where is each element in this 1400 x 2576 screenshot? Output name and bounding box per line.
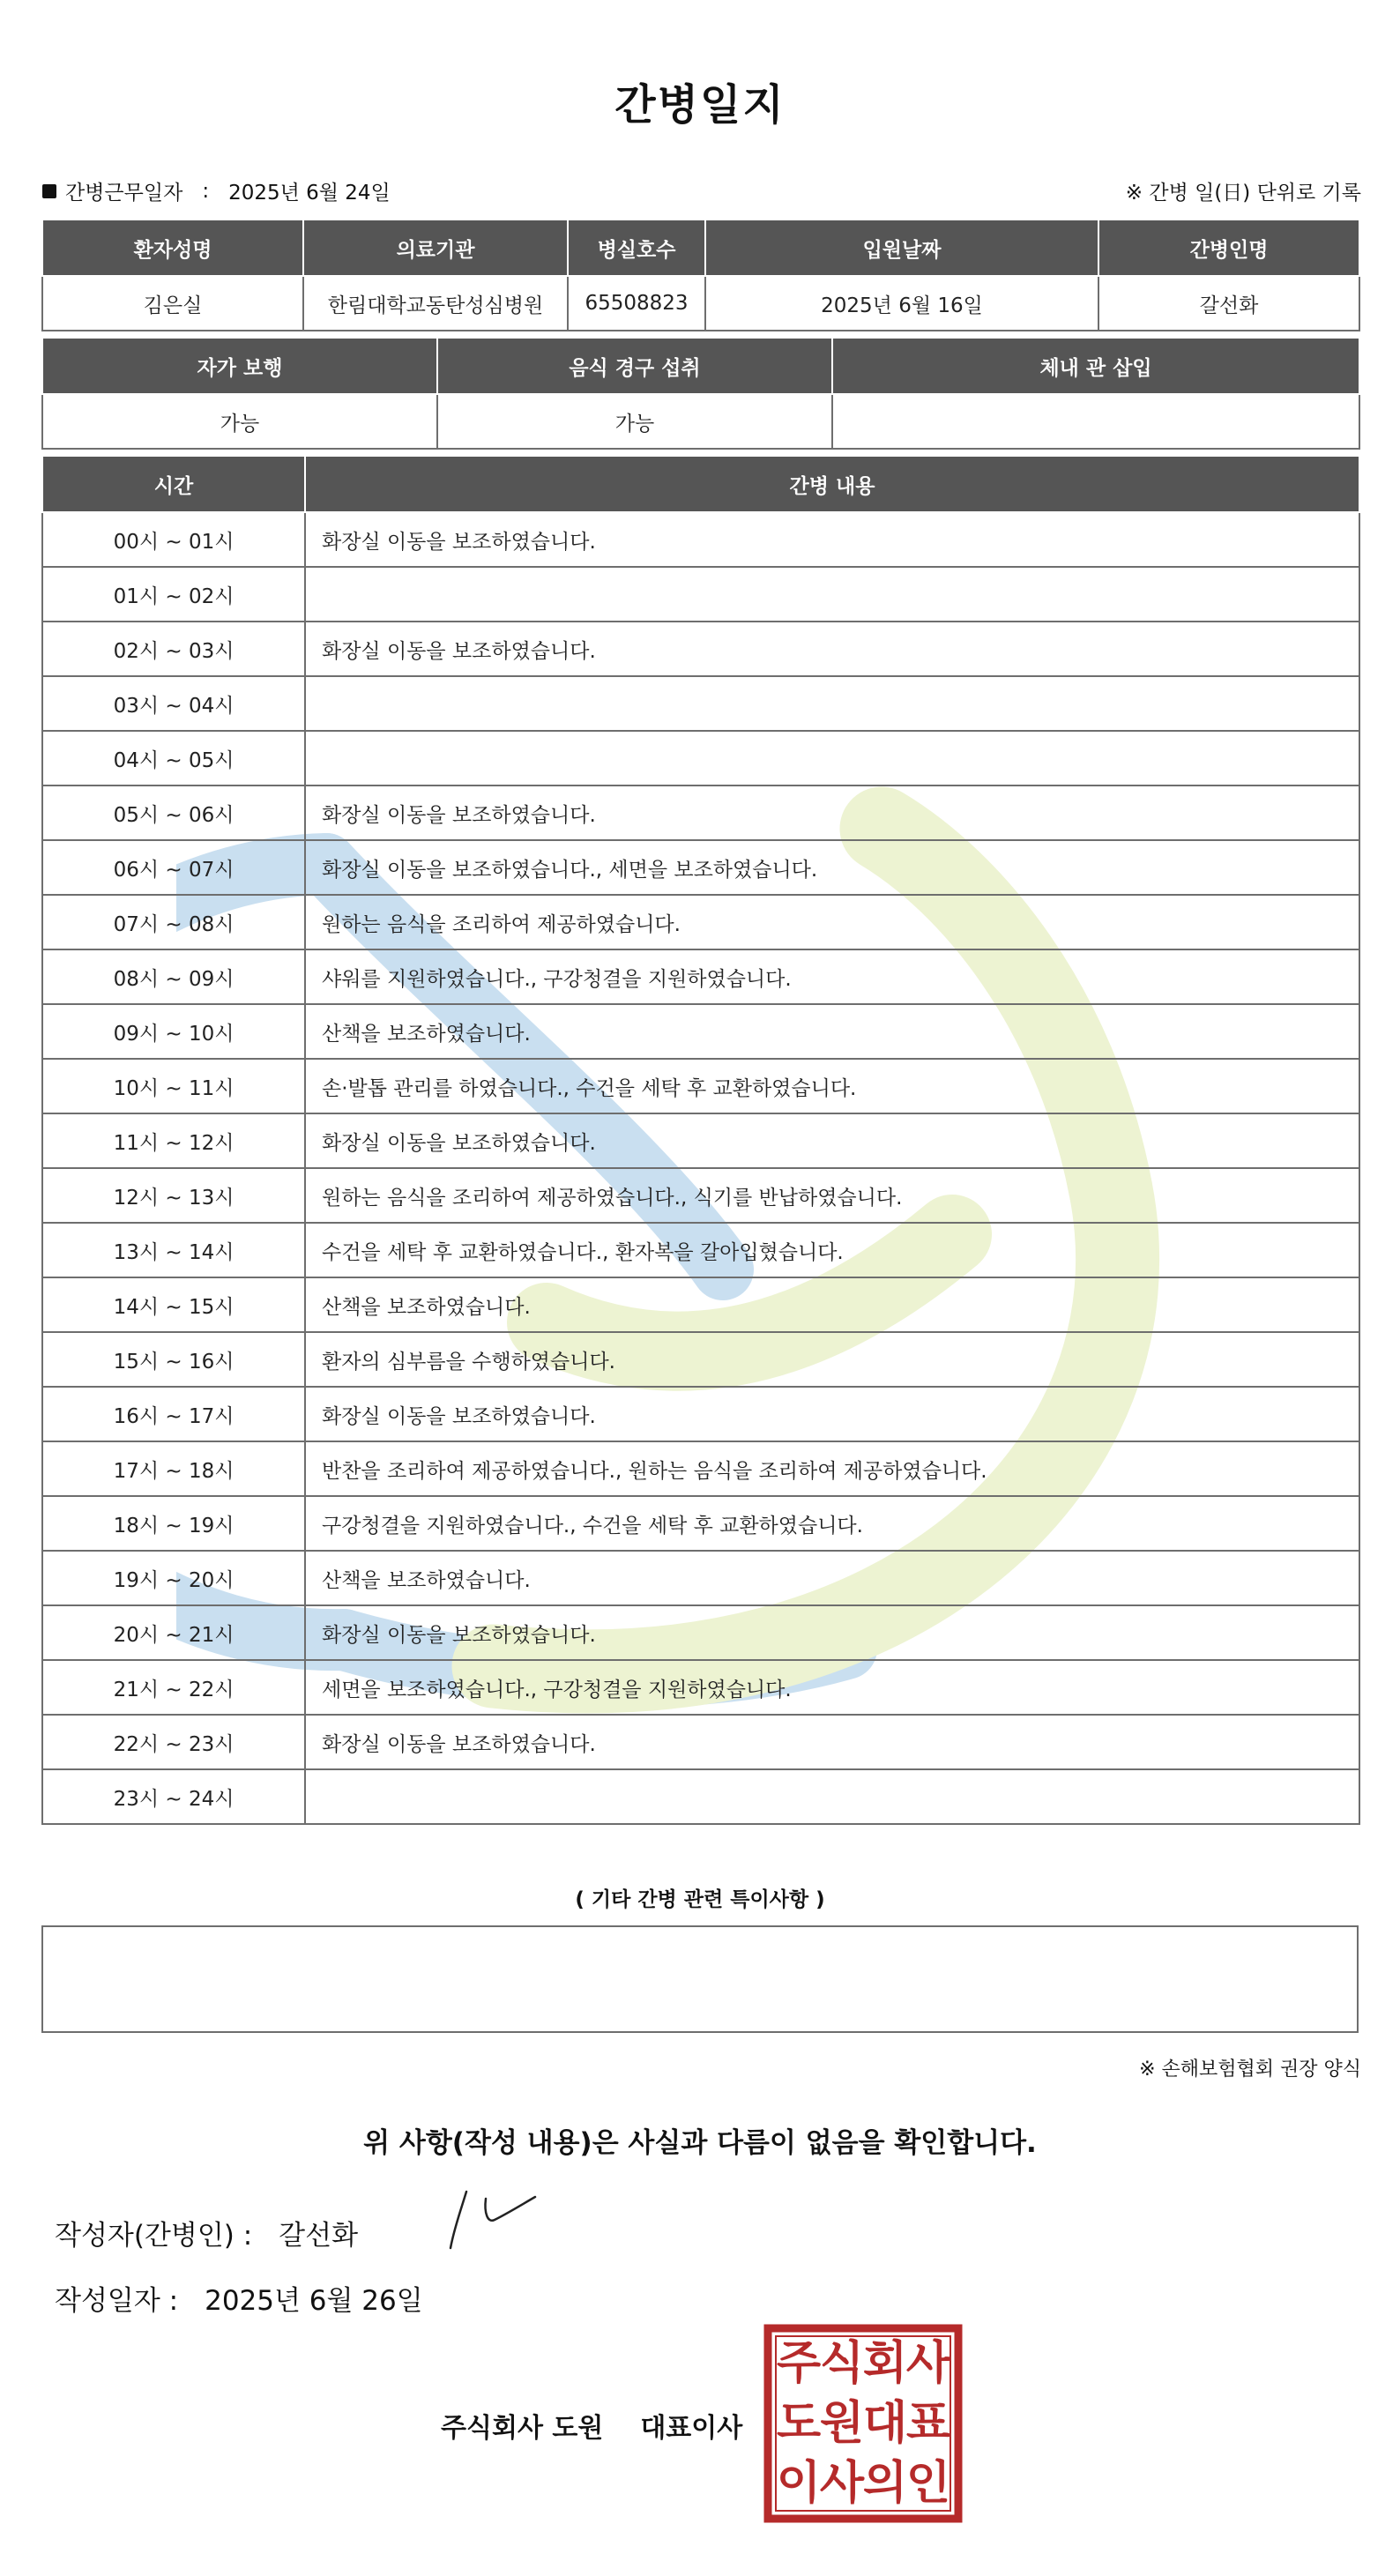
table-row [42, 785, 1359, 840]
header-oral-intake: 음식 경구 섭취 [437, 338, 832, 394]
special-notes-box [41, 1925, 1359, 2033]
seal-character: 대 [862, 2397, 908, 2450]
care-content-cell [305, 1769, 1359, 1824]
table-row [42, 1113, 1359, 1168]
care-content-cell: 샤워를 지원하였습니다., 구강청결을 지원하였습니다. [305, 949, 1359, 1004]
time-slot-cell: 16시 ~ 17시 [42, 1387, 305, 1441]
table-row [42, 1277, 1359, 1332]
table-row [42, 1332, 1359, 1387]
care-content-cell: 화장실 이동을 보조하였습니다. [305, 622, 1359, 676]
seal-character: 인 [905, 2457, 951, 2510]
patient-name-value: 김은실 [42, 276, 303, 331]
time-slot-cell: 15시 ~ 16시 [42, 1332, 305, 1387]
care-content-cell: 원하는 음식을 조리하여 제공하였습니다., 식기를 반납하였습니다. [305, 1168, 1359, 1223]
patient-status-table [41, 337, 1360, 450]
care-content-cell: 화장실 이동을 보조하였습니다. [305, 1715, 1359, 1769]
care-content-cell [305, 567, 1359, 622]
care-content-cell: 화장실 이동을 보조하였습니다. [305, 1113, 1359, 1168]
header-time: 시간 [42, 456, 305, 512]
admission-date-value: 2025년 6월 16일 [705, 276, 1098, 331]
time-slot-cell: 13시 ~ 14시 [42, 1223, 305, 1277]
time-slot-cell: 00시 ~ 01시 [42, 512, 305, 567]
time-slot-cell: 05시 ~ 06시 [42, 785, 305, 840]
work-date-value: 2025년 6월 24일 [228, 182, 391, 205]
time-slot-cell: 22시 ~ 23시 [42, 1715, 305, 1769]
care-content-cell: 원하는 음식을 조리하여 제공하였습니다. [305, 895, 1359, 949]
seal-character: 식 [819, 2337, 865, 2390]
seal-character: 표 [905, 2397, 951, 2450]
table-row [42, 1496, 1359, 1551]
time-slot-cell: 23시 ~ 24시 [42, 1769, 305, 1824]
time-slot-cell: 09시 ~ 10시 [42, 1004, 305, 1059]
care-content-cell: 산책을 보조하였습니다. [305, 1004, 1359, 1059]
care-content-cell: 수건을 세탁 후 교환하였습니다., 환자복을 갈아입혔습니다. [305, 1223, 1359, 1277]
care-content-cell: 화장실 이동을 보조하였습니다., 세면을 보조하였습니다. [305, 840, 1359, 895]
care-content-cell: 반찬을 조리하여 제공하였습니다., 원하는 음식을 조리하여 제공하였습니다. [305, 1441, 1359, 1496]
status-value-row [42, 394, 1359, 449]
writer-name: 갈선화 [279, 2220, 359, 2252]
care-log-body [42, 512, 1359, 1824]
time-slot-cell: 01시 ~ 02시 [42, 567, 305, 622]
table-row [42, 1769, 1359, 1824]
table-row [42, 512, 1359, 567]
tube-insertion-value [832, 394, 1359, 449]
table-row [42, 1387, 1359, 1441]
work-date-row [42, 176, 391, 205]
care-content-cell: 화장실 이동을 보조하였습니다. [305, 785, 1359, 840]
table-row [42, 731, 1359, 785]
time-slot-cell: 02시 ~ 03시 [42, 622, 305, 676]
patient-value-row [42, 276, 1359, 331]
company-seal-stamp [763, 2324, 963, 2523]
header-care-content: 간병 내용 [305, 456, 1359, 512]
header-room-number: 병실호수 [568, 220, 705, 276]
time-slot-cell: 04시 ~ 05시 [42, 731, 305, 785]
table-row [42, 1441, 1359, 1496]
confirmation-statement: 위 사항(작성 내용)은 사실과 다름이 없음을 확인합니다. [363, 2127, 1037, 2159]
time-slot-cell: 20시 ~ 21시 [42, 1605, 305, 1660]
time-slot-cell: 11시 ~ 12시 [42, 1113, 305, 1168]
hospital-value: 한림대학교동탄성심병원 [303, 276, 568, 331]
header-hospital: 의료기관 [303, 220, 568, 276]
seal-character: 의 [862, 2457, 908, 2510]
table-row [42, 949, 1359, 1004]
care-content-cell [305, 731, 1359, 785]
care-content-cell: 구강청결을 지원하였습니다., 수건을 세탁 후 교환하였습니다. [305, 1496, 1359, 1551]
care-log-table [41, 455, 1360, 1825]
table-row [42, 567, 1359, 622]
company-signature-line [441, 2406, 742, 2445]
care-content-cell: 화장실 이동을 보조하였습니다. [305, 512, 1359, 567]
handwritten-signature [445, 2185, 542, 2255]
bullet-square-icon [42, 184, 56, 198]
care-content-cell: 화장실 이동을 보조하였습니다. [305, 1605, 1359, 1660]
status-header-row [42, 338, 1359, 394]
table-row [42, 840, 1359, 895]
table-row [42, 1059, 1359, 1113]
table-row [42, 676, 1359, 731]
time-slot-cell: 08시 ~ 09시 [42, 949, 305, 1004]
time-slot-cell: 06시 ~ 07시 [42, 840, 305, 895]
time-slot-cell: 21시 ~ 22시 [42, 1660, 305, 1715]
seal-character: 사 [819, 2457, 865, 2510]
writer-row [55, 2213, 358, 2252]
company-name: 주식회사 도원 [441, 2413, 604, 2444]
unit-note: ※ 간병 일(日) 단위로 기록 [1125, 182, 1361, 205]
written-date-value: 2025년 6월 26일 [205, 2285, 423, 2317]
care-content-cell [305, 676, 1359, 731]
care-content-cell: 화장실 이동을 보조하였습니다. [305, 1387, 1359, 1441]
work-date-label: 간병근무일자 [65, 182, 183, 205]
time-slot-cell: 10시 ~ 11시 [42, 1059, 305, 1113]
table-row [42, 1715, 1359, 1769]
work-date-separator: : [202, 179, 210, 203]
time-slot-cell: 03시 ~ 04시 [42, 676, 305, 731]
time-slot-cell: 17시 ~ 18시 [42, 1441, 305, 1496]
patient-header-row [42, 220, 1359, 276]
table-row [42, 1605, 1359, 1660]
header-admission-date: 입원날짜 [705, 220, 1098, 276]
care-content-cell: 세면을 보조하였습니다., 구강청결을 지원하였습니다. [305, 1660, 1359, 1715]
table-row [42, 1004, 1359, 1059]
written-date-row [55, 2278, 423, 2318]
care-content-cell: 산책을 보조하였습니다. [305, 1551, 1359, 1605]
representative-label: 대표이사 [640, 2413, 743, 2444]
header-patient-name: 환자성명 [42, 220, 303, 276]
table-row [42, 895, 1359, 949]
seal-character: 원 [819, 2397, 865, 2450]
log-header-row [42, 456, 1359, 512]
header-caregiver-name: 간병인명 [1098, 220, 1359, 276]
table-row [42, 1551, 1359, 1605]
form-source-note: ※ 손해보험협회 권장 양식 [1139, 2059, 1361, 2081]
care-content-cell: 환자의 심부름을 수행하였습니다. [305, 1332, 1359, 1387]
seal-character: 도 [776, 2397, 822, 2450]
time-slot-cell: 19시 ~ 20시 [42, 1551, 305, 1605]
table-row [42, 1223, 1359, 1277]
self-walking-value: 가능 [42, 394, 437, 449]
time-slot-cell: 18시 ~ 19시 [42, 1496, 305, 1551]
time-slot-cell: 12시 ~ 13시 [42, 1168, 305, 1223]
seal-character: 주 [776, 2337, 822, 2390]
table-row [42, 1660, 1359, 1715]
time-slot-cell: 14시 ~ 15시 [42, 1277, 305, 1332]
patient-info-table [41, 219, 1360, 331]
notes-title: ( 기타 간병 관련 특이사항 ) [575, 1888, 825, 1911]
caregiver-name-value: 갈선화 [1098, 276, 1359, 331]
care-content-cell: 산책을 보조하였습니다. [305, 1277, 1359, 1332]
seal-character: 회 [862, 2337, 908, 2390]
seal-character: 이 [776, 2457, 822, 2510]
room-number-value: 65508823 [568, 276, 705, 331]
table-row [42, 622, 1359, 676]
care-content-cell: 손·발톱 관리를 하였습니다., 수건을 세탁 후 교환하였습니다. [305, 1059, 1359, 1113]
oral-intake-value: 가능 [437, 394, 832, 449]
written-date-label: 작성일자 : [55, 2285, 179, 2317]
time-slot-cell: 07시 ~ 08시 [42, 895, 305, 949]
writer-label: 작성자(간병인) : [55, 2220, 253, 2252]
document-title: 간병일지 [614, 80, 786, 130]
header-self-walking: 자가 보행 [42, 338, 437, 394]
header-tube-insertion: 체내 관 삽입 [832, 338, 1359, 394]
table-row [42, 1168, 1359, 1223]
seal-character: 사 [905, 2337, 951, 2390]
